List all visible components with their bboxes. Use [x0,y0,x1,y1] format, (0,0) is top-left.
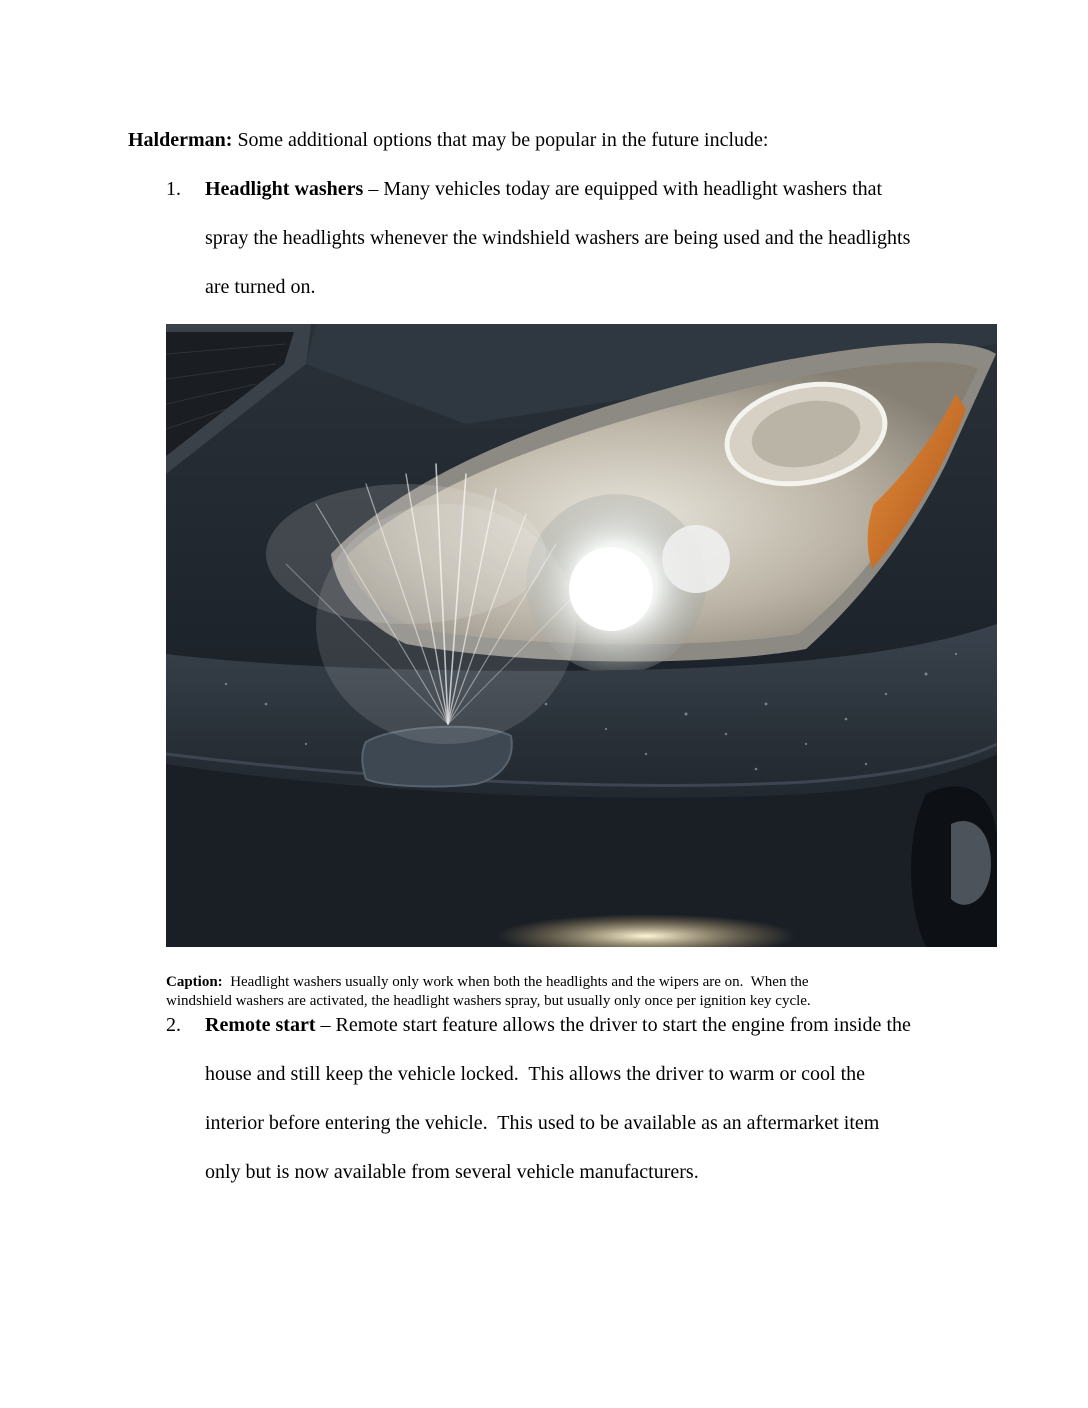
list-item-2-title: Remote start [205,1014,316,1036]
list-number-1: 1. [166,178,181,200]
speaker-label: Halderman: [128,129,233,151]
photo-caption [166,973,966,1011]
list-item-2-line-3: interior before entering the vehicle. This used to be available as an aftermarket item [205,1112,880,1134]
caption-label: Caption: [166,974,223,990]
list-item-2-line-2: house and still keep the vehicle locked. This allows the driver to warm or cool the [205,1063,866,1085]
list-item-2-line-1 [205,1013,911,1037]
list-item-1-line-2: spray the headlights whenever the windshield washers are being used and the headlights [205,227,911,249]
caption-line-1 [166,973,966,992]
list-item-1-line-3: are turned on. [205,276,316,298]
list-item-1-title: Headlight washers [205,178,364,200]
intro-paragraph [128,128,768,152]
list-number-2: 2. [166,1014,181,1036]
caption-line-2: windshield washers are activated, the headlight washers spray, but usually only once per ignition key cycle. [166,993,811,1009]
headlight-washer-photo [166,324,997,947]
list-item-2-line-4: only but is now available from several vehicle manufacturers. [205,1161,699,1183]
list-item-1-line-1 [205,177,882,201]
list-item-2-text-1: – Remote start feature allows the driver to start the engine from inside the [315,1014,911,1036]
list-item-1-text-1: – Many vehicles today are equipped with headlight washers that [363,178,883,200]
caption-text-1: Headlight washers usually only work when both the headlights and the wipers are on. When the [222,974,809,990]
intro-text: Some additional options that may be popular in the future include: [237,129,769,151]
